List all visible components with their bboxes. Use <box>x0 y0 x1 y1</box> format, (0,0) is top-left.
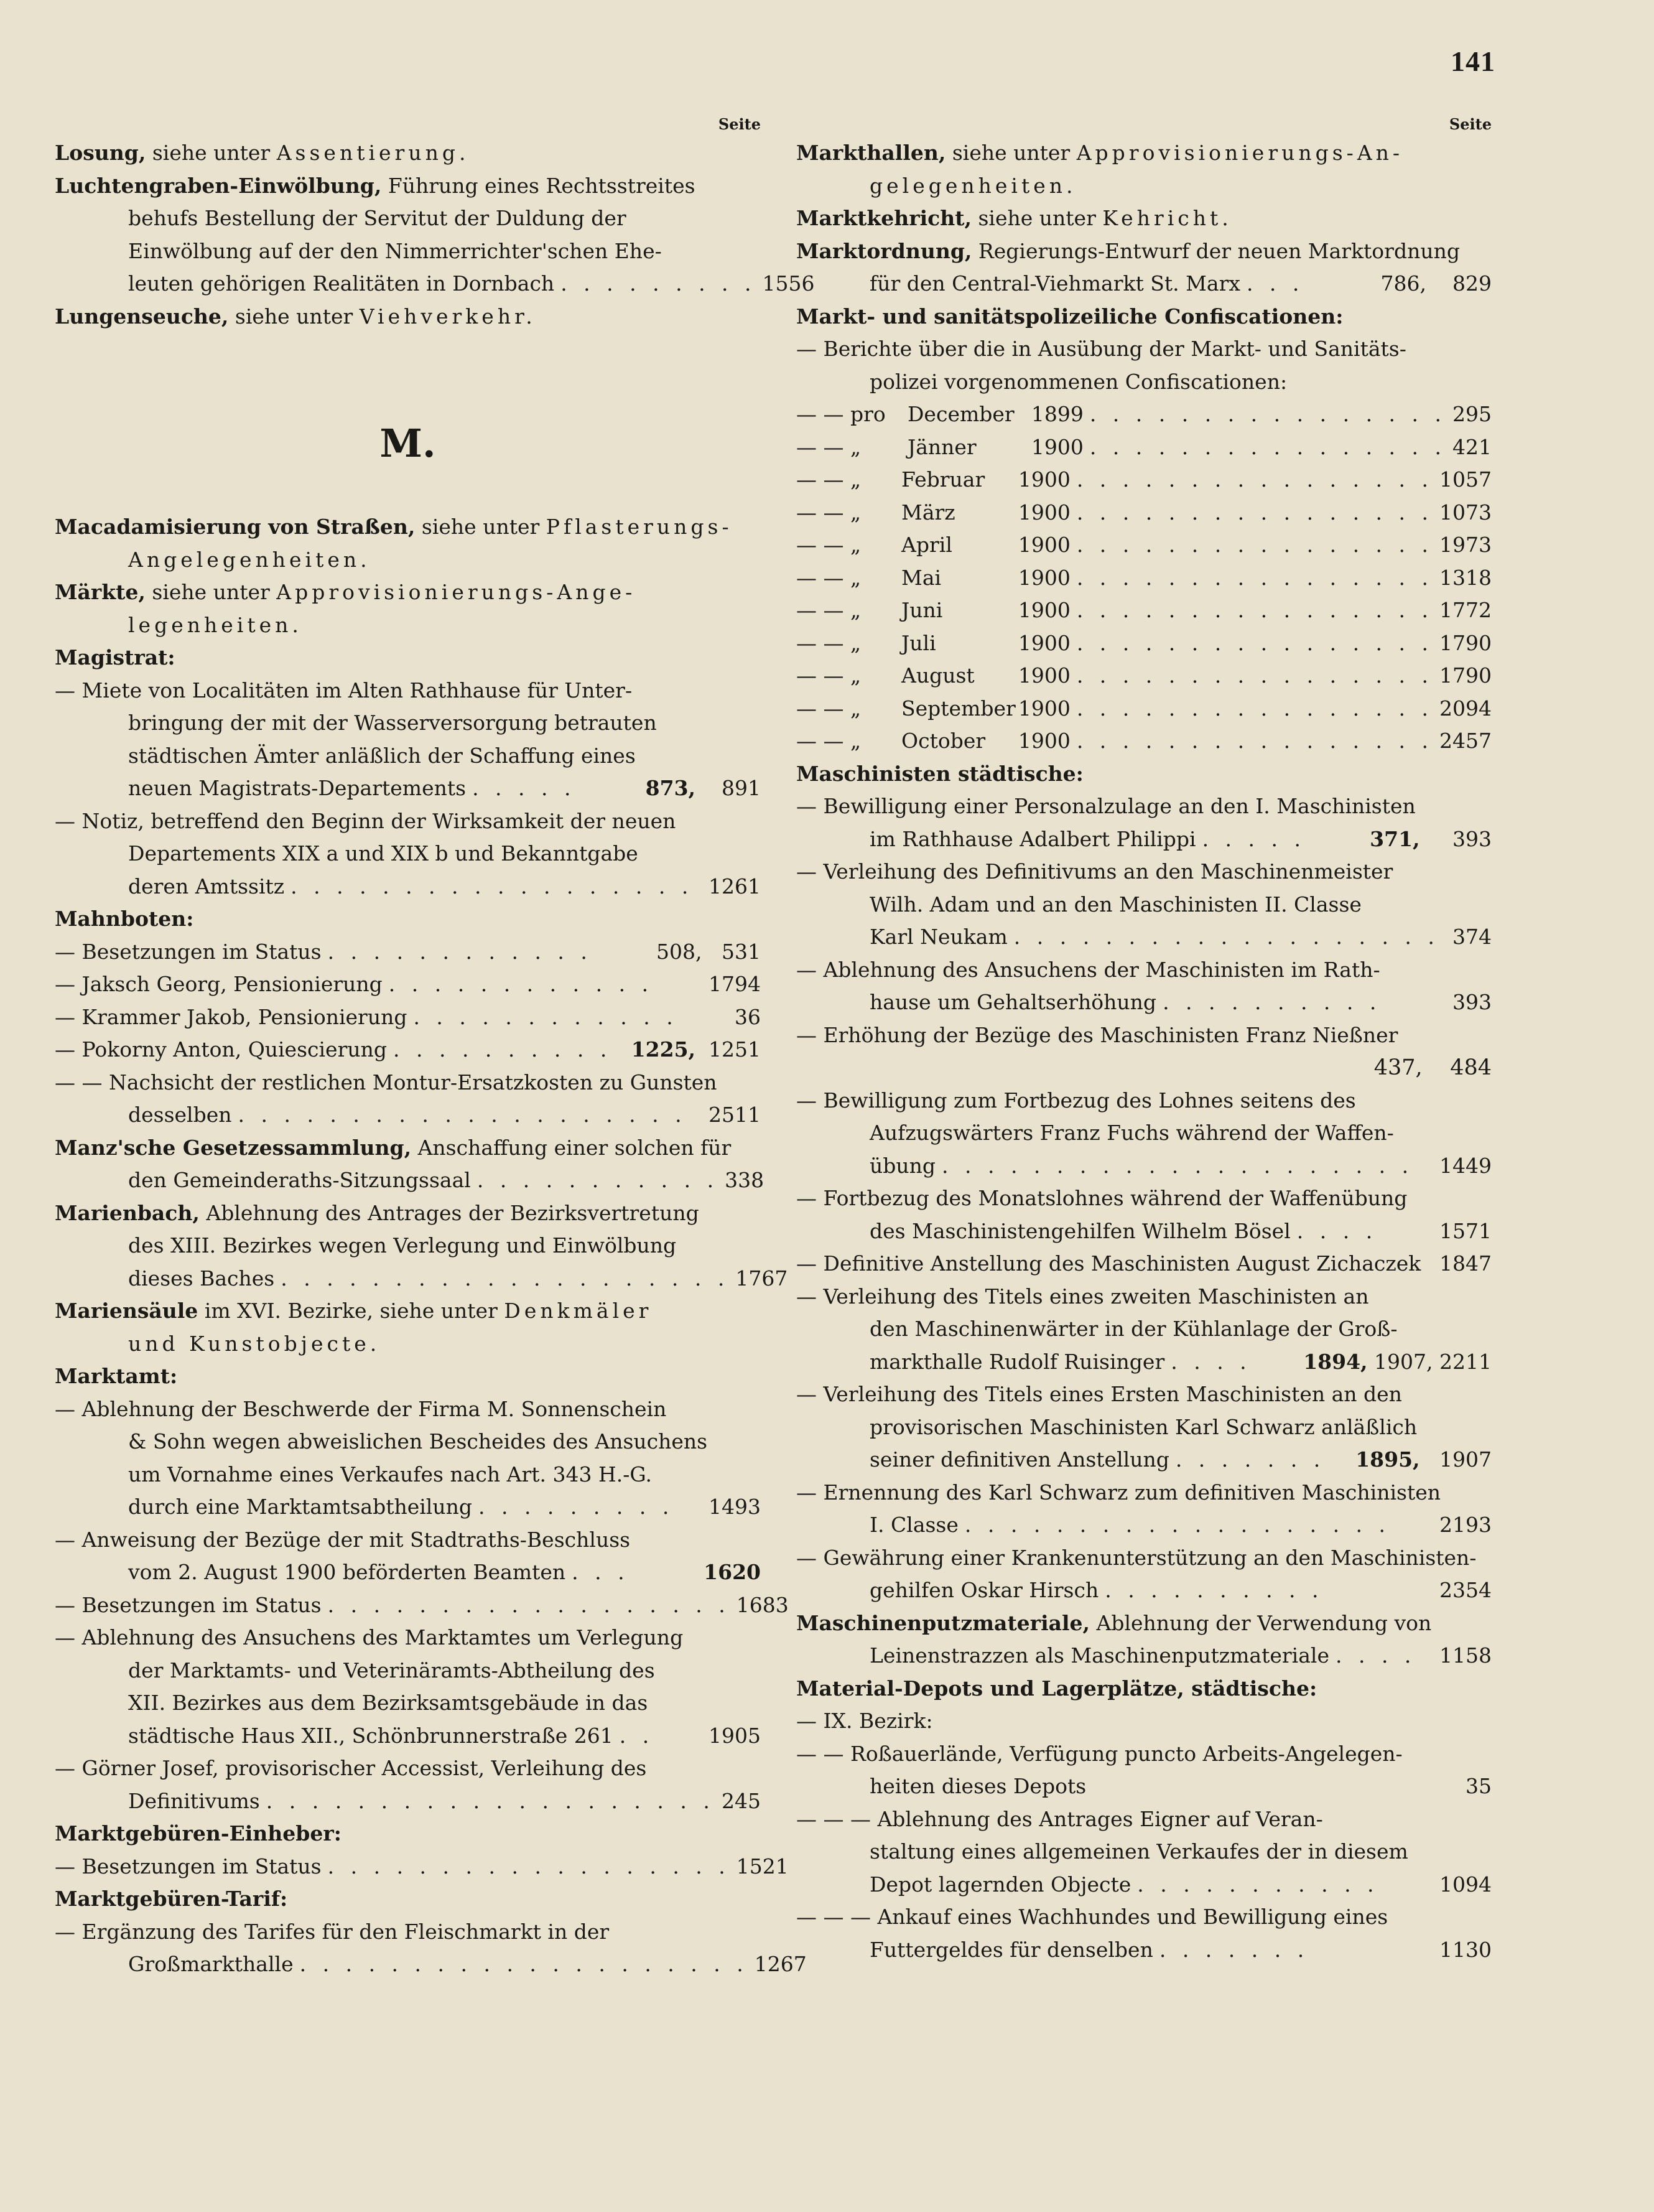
confiscation-list <box>796 398 1492 758</box>
page-number: 141 <box>1451 45 1495 77</box>
entry-mahnboten: Mahnboten: — Besetzungen im Status . . . . . . . . . . . . 508, 531 — Jaksch Georg, Pensionierung . . . . . . . . . . . . 1794 — Krammer Jakob, Pensionierung . . . . . . . . . . . . 36 — Pokorny Anton, Quiescierung . . . . . . . . . . 1225, 1251 — — Nachsicht der restlichen Montur-Ersatzkosten zu Gunsten desselben . . . . . . . . . . . . . . . . . . . . 2511 <box>55 907 761 1127</box>
entry-maschinenputz: Maschinenputzmateriale, Ablehnung der Verwendung von Leinenstrazzen als Maschinenputzmateriale . . . . 1158 <box>796 1610 1492 1668</box>
entry-macadam: Macadamisierung von Straßen, siehe unter Pflasterungs- Angelegenheiten. <box>55 515 733 572</box>
entry-marienbach: Marienbach, Ablehnung des Antrages der Bezirksvertretung des XIII. Bezirkes wegen Verlegung und Einwölbung dieses Baches . . . . . . . . . . . . . . . . . . . . 1767 <box>55 1200 788 1290</box>
left-column <box>55 112 815 1981</box>
seite-label-left: Seite <box>718 115 761 133</box>
entry-einheber: Marktgebüren-Einheber: — Besetzungen im Status . . . . . . . . . . . . . . . . . . 1521 <box>55 1821 789 1878</box>
confiscation-row: — — „ März 1900 . . . . . . . . . . . . . . . . 1073 <box>796 500 1492 525</box>
entry-magistrat: Magistrat: — Miete von Localitäten im Alten Rathhause für Unter- bringung der mit der Wasserversorgung betrauten städtischen Ämter anläßlich der Schaffung eines neuen Magistrats-Departements . . . . . 873, 891 — Notiz, betreffend den Beginn der Wirksamkeit der neuen Departements XIX a und XIX b und Bekanntgabe deren Amtssitz . . . . . . . . . . . . . . . . . . 1261 <box>55 645 761 898</box>
entry-confiscationen: Markt- und sanitätspolizeiliche Confiscationen: — Berichte über die in Ausübung der Markt- und Sanitäts- polizei vorgenommenen Confiscationen: — — pro December 1899 . . . . . . . . . . . . . . . . 295 — — „ Jänner 1900 . . . . . . . . . . . . . . . . 421 — — „ Februar 1900 . . . . . . . . . . . . . . . . 1057 — — „ März 1900 . . . . . . . . . . . . . . . . 1073 — — „ April 1900 . . . . . . . . . . . . . . . . 1973 — — „ Mai 1900 . . . . . . . . . . . . . . . . 1318 — — „ Juni 1900 . . . . . . . . . . . . . . . . 1772 — — „ Juli 1900 . . . . . . . . . . . . . . . . 1790 — — „ August 1900 . . . . . . . . . . . . . . . . 1790 — — „ September 1900 . . . . . . . . . . . . . . . . 2094 — — „ October 1900 . . . . . . . . . . . . . . . . 2457 <box>796 301 1492 758</box>
entry-losung: Losung, siehe unter Assentierung. <box>55 141 470 165</box>
confiscation-row: — — „ Mai 1900 . . . . . . . . . . . . . . . . 1318 <box>796 565 1492 590</box>
entry-maschinisten: Maschinisten städtische: — Bewilligung einer Personalzulage an den I. Maschinisten im Rathhause Adalbert Philippi . . . . . 371, 393 — Verleihung des Definitivums an den Maschinenmeister Wilh. Adam und an den Maschinisten II. Classe Karl Neukam . . . . . . . . . . . . . . . . . . . 374 — Ablehnung des Ansuchens der Maschinisten im Rath- hause um Gehaltserhöhung . . . . . . . . . . 393 — Erhöhung der Bezüge des Maschinisten Franz Nießner 437, 484 — Bewilligung zum Fortbezug des Lohnes seitens des Aufzugswärters Franz Fuchs während der Waffen- übung . . . . . . . . . . . . . . . . . . . . . 1449 — Fortbezug des Monatslohnes während der Waffenübung des Maschinistengehilfen Wilhelm Bösel . . . . 1571 — Definitive Anstellung des Maschinisten August Zichaczek 1847 — Verleihung des Titels eines zweiten Maschinisten an den Maschinenwärter in der Kühlanlage der Groß- markthalle Rudolf Ruisinger . . . . 1894, 1907, 2211 — Verleihung des Titels eines Ersten Maschinisten an den provisorischen Maschinisten Karl Schwarz anläßlich seiner definitiven Anstellung . . . . . . . 1895, 1907 — Ernennung des Karl Schwarz zum definitiven Maschinisten I. Classe . . . . . . . . . . . . . . . . . . . 2193 — Gewährung einer Krankenunterstützung an den Maschinisten- gehilfen Oskar Hirsch . . . . . . . . . . 2354 <box>796 761 1492 1602</box>
right-column <box>796 112 1492 1966</box>
confiscation-row: — — „ August 1900 . . . . . . . . . . . . . . . . 1790 <box>796 663 1492 688</box>
seite-label-right: Seite <box>1449 115 1492 133</box>
entry-maerkte: Märkte, siehe unter Approvisionierungs-Ange- legenheiten. <box>55 580 636 637</box>
entry-marktordnung: Marktordnung, Regierungs-Entwurf der neuen Marktordnung für den Central-Viehmarkt St. Marx . . . 786, 829 <box>796 238 1492 296</box>
entry-mariensaeule: Mariensäule im XVI. Bezirke, siehe unter Denkmäler und Kunstobjecte. <box>55 1299 653 1356</box>
confiscation-row: — — pro December 1899 . . . . . . . . . . . . . . . . 295 <box>796 402 1492 426</box>
confiscation-row: — — „ September 1900 . . . . . . . . . . . . . . . . 2094 <box>796 696 1492 721</box>
entry-tarif: Marktgebüren-Tarif: — Ergänzung des Tarifes für den Fleischmarkt in der Großmarkthalle . . . . . . . . . . . . . . . . . . . . 1267 <box>55 1887 807 1976</box>
confiscation-row: — — „ October 1900 . . . . . . . . . . . . . . . . 2457 <box>796 729 1492 753</box>
confiscation-row: — — „ Juli 1900 . . . . . . . . . . . . . . . . 1790 <box>796 630 1492 655</box>
entry-luchtengraben: Luchtengraben-Einwölbung, Führung eines Rechtsstreites behufs Bestellung der Servitut der Duldung der Einwölbung auf der den Nimmerrichter'schen Ehe- leuten gehörigen Realitäten in Dornbach . . . . . . . . . 1556 <box>55 173 815 296</box>
confiscation-row: — — „ April 1900 . . . . . . . . . . . . . . . . 1973 <box>796 533 1492 557</box>
section-letter-m: M. <box>379 421 436 466</box>
entry-manz: Manz'sche Gesetzessammlung, Anschaffung einer solchen für den Gemeinderaths-Sitzungssaal . . . . . . . . . . . 338 <box>55 1135 764 1192</box>
entry-marktkehricht: Marktkehricht, siehe unter Kehricht. <box>796 206 1232 230</box>
confiscation-row: — — „ Jänner 1900 . . . . . . . . . . . . . . . . 421 <box>796 434 1492 459</box>
confiscation-row: — — „ Februar 1900 . . . . . . . . . . . . . . . . 1057 <box>796 467 1492 492</box>
entry-material-depots: Material-Depots und Lagerplätze, städtische: — IX. Bezirk: — — Roßauerlände, Verfügung puncto Arbeits-Angelegen- heiten dieses Depots 35 — — — Ablehnung des Antrages Eigner auf Veran- staltung eines allgemeinen Verkaufes der in diesem Depot lagernden Objecte . . . . . . . . . . . 1094 — — — Ankauf eines Wachhundes und Bewilligung eines Futtergeldes für denselben . . . . . . . 1130 <box>796 1676 1492 1962</box>
entry-marktamt: Marktamt: — Ablehnung der Beschwerde der Firma M. Sonnenschein & Sohn wegen abweislichen Bescheides des Ansuchens um Vornahme eines Verkaufes nach Art. 343 H.-G. durch eine Marktamtsabtheilung . . . . . . . . . 1493 — Anweisung der Bezüge der mit Stadtraths-Beschluss vom 2. August 1900 beförderten Beamten . . . 1620 — Besetzungen im Status . . . . . . . . . . . . . . . . . . 1683 — Ablehnung des Ansuchens des Marktamtes um Verlegung der Marktamts- und Veterinäramts-Abtheilung des XII. Bezirkes aus dem Bezirksamtsgebäude in das städtische Haus XII., Schönbrunnerstraße 261 . . 1905 — Görner Josef, provisorischer Accessist, Verleihung des Definitivums . . . . . . . . . . . . . . . . . . . . 245 <box>55 1364 789 1813</box>
entry-lungenseuche: Lungenseuche, siehe unter Viehverkehr. <box>55 304 536 329</box>
confiscation-row: — — „ Juni 1900 . . . . . . . . . . . . . . . . 1772 <box>796 598 1492 622</box>
entry-markthallen: Markthallen, siehe unter Approvisionierungs-An- gelegenheiten. <box>796 141 1404 198</box>
